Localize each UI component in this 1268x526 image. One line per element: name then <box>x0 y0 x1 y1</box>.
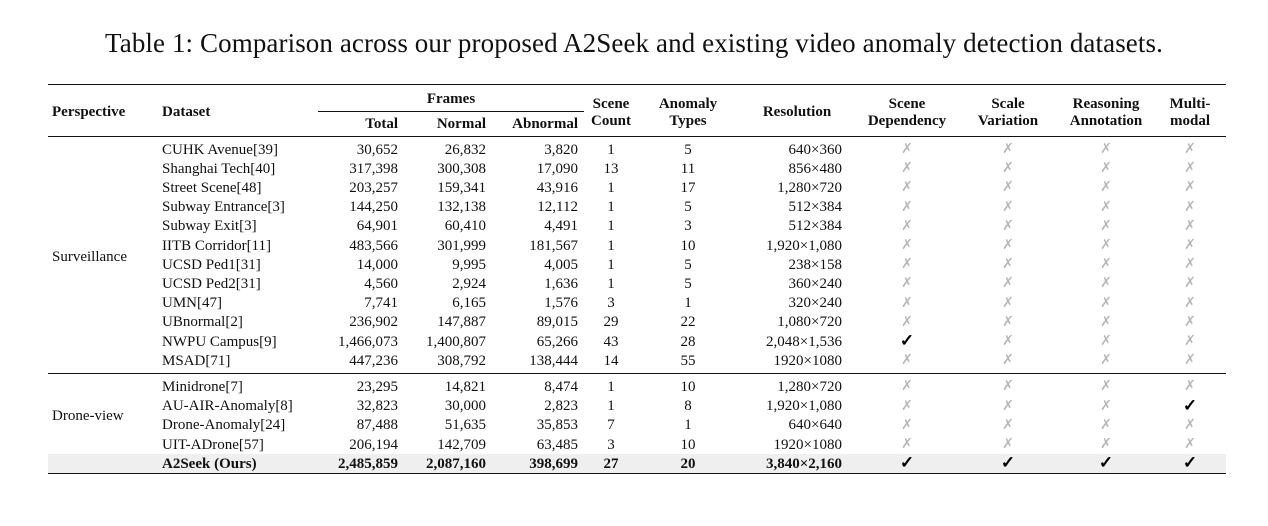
reasoning-annotation-cross-icon: ✗ <box>1100 199 1112 215</box>
normal-frames-cell: 1,400,807 <box>426 333 486 350</box>
resolution-cell: 360×240 <box>788 275 842 292</box>
dataset-name-cell: NWPU Campus[9] <box>162 333 277 350</box>
resolution-cell: 1,280×720 <box>777 378 842 395</box>
scene-dependency-cross-icon: ✗ <box>901 180 913 196</box>
scene-dependency-cell <box>856 137 958 160</box>
resolution-cell: 1,280×720 <box>777 179 842 196</box>
scene-dependency-cell <box>856 374 958 397</box>
scale-variation-cell <box>958 313 1058 332</box>
normal-frames-cell: 51,635 <box>444 417 486 434</box>
scene-dependency-cross-icon: ✗ <box>901 398 913 414</box>
multimodal-cell <box>1154 217 1226 236</box>
total-frames-cell: 1,466,073 <box>338 333 398 350</box>
abnormal-frames-cell: 63,485 <box>536 436 578 453</box>
header-normal: Normal <box>436 116 486 132</box>
scale-variation-cross-icon: ✗ <box>1002 180 1014 196</box>
anomaly-types-cell: 8 <box>684 398 692 415</box>
scene-count-cell: 1 <box>607 275 615 292</box>
normal-frames-cell: 6,165 <box>452 295 486 312</box>
scene-count-cell: 13 <box>603 160 619 177</box>
multimodal-cross-icon: ✗ <box>1184 142 1196 157</box>
scene-dependency-cross-icon: ✗ <box>901 161 913 177</box>
anomaly-types-cell: 5 <box>684 275 692 292</box>
scene-dependency-cell <box>856 416 958 435</box>
total-frames-cell: 203,257 <box>349 179 398 196</box>
reasoning-annotation-cross-icon: ✗ <box>1100 238 1112 254</box>
multimodal-cross-icon: ✗ <box>1184 379 1196 395</box>
abnormal-frames-cell: 138,444 <box>529 352 578 369</box>
dataset-name-cell: Subway Exit[3] <box>162 218 257 235</box>
total-frames-cell: 14,000 <box>356 256 398 273</box>
resolution-cell: 856×480 <box>788 160 842 177</box>
scene-count-cell: 1 <box>607 199 615 216</box>
reasoning-annotation-cell <box>1058 332 1154 351</box>
dataset-name-cell: Drone-Anomaly[24] <box>162 417 286 434</box>
scene-count-cell: 7 <box>607 417 615 434</box>
abnormal-frames-cell: 17,090 <box>536 160 578 177</box>
scale-variation-cell <box>958 454 1058 474</box>
scene-dependency-cell <box>856 332 958 351</box>
scene-dependency-cell <box>856 313 958 332</box>
resolution-cell: 512×384 <box>788 199 842 216</box>
abnormal-frames-cell: 43,916 <box>536 179 578 196</box>
reasoning-annotation-cross-icon: ✗ <box>1100 334 1112 350</box>
abnormal-frames-cell: 1,576 <box>544 295 578 312</box>
total-frames-cell: 317,398 <box>349 160 398 177</box>
scale-variation-cell <box>958 332 1058 351</box>
dataset-name-cell: UBnormal[2] <box>162 314 243 331</box>
scene-count-cell: 3 <box>607 436 615 453</box>
table-row <box>48 313 1226 332</box>
scene-dependency-cell <box>856 454 958 474</box>
scene-count-cell: 1 <box>607 398 615 415</box>
scene-dependency-cross-icon: ✗ <box>901 314 913 330</box>
scale-variation-cross-icon: ✗ <box>1002 199 1014 215</box>
scene-dependency-cell <box>856 274 958 293</box>
multimodal-cross-icon: ✗ <box>1184 199 1196 215</box>
dataset-name-cell: Minidrone[7] <box>162 378 243 395</box>
reasoning-annotation-cross-icon: ✗ <box>1100 314 1112 330</box>
multimodal-cross-icon: ✗ <box>1184 180 1196 196</box>
multimodal-cross-icon: ✗ <box>1184 353 1196 369</box>
abnormal-frames-cell: 4,005 <box>544 256 578 273</box>
abnormal-frames-cell: 3,820 <box>544 141 578 158</box>
scale-variation-cross-icon: ✗ <box>1002 437 1014 453</box>
total-frames-cell: 206,194 <box>349 436 398 453</box>
scale-variation-cell <box>958 178 1058 197</box>
header-scene-count: Scene Count <box>590 95 631 129</box>
multimodal-check-icon: ✓ <box>1182 453 1198 473</box>
normal-frames-cell: 26,832 <box>444 141 486 158</box>
abnormal-frames-cell: 89,015 <box>536 314 578 331</box>
anomaly-types-cell: 17 <box>680 179 696 196</box>
multimodal-cell <box>1154 178 1226 197</box>
scene-dependency-cell <box>856 198 958 217</box>
scale-variation-cross-icon: ✗ <box>1002 295 1014 311</box>
table-row <box>48 351 1226 374</box>
table-row <box>48 416 1226 435</box>
anomaly-types-cell: 1 <box>684 295 692 312</box>
dataset-name-cell: AU-AIR-Anomaly[8] <box>162 398 293 415</box>
multimodal-cell <box>1154 274 1226 293</box>
scene-dependency-cell <box>856 397 958 416</box>
reasoning-annotation-cross-icon: ✗ <box>1100 218 1112 234</box>
scale-variation-cell <box>958 255 1058 274</box>
total-frames-cell: 87,488 <box>356 417 398 434</box>
anomaly-types-cell: 5 <box>684 256 692 273</box>
resolution-cell: 1920×1080 <box>773 436 842 453</box>
header-reasoning-annotation: Reasoning Annotation <box>1069 95 1143 129</box>
total-frames-cell: 30,652 <box>356 141 398 158</box>
scene-dependency-cell <box>856 255 958 274</box>
multimodal-cell <box>1154 332 1226 351</box>
abnormal-frames-cell: 35,853 <box>536 417 578 434</box>
multimodal-cell <box>1154 137 1226 160</box>
reasoning-annotation-cell <box>1058 351 1154 374</box>
scene-dependency-cell <box>856 236 958 255</box>
scene-dependency-check-icon: ✓ <box>899 453 915 473</box>
reasoning-annotation-cross-icon: ✗ <box>1100 353 1112 369</box>
multimodal-cross-icon: ✗ <box>1184 314 1196 330</box>
group-label-surveillance: Surveillance <box>52 248 127 265</box>
total-frames-cell: 447,236 <box>349 352 398 369</box>
header-scene-dependency: Scene Dependency <box>867 95 947 129</box>
dataset-name-cell: UMN[47] <box>162 295 222 312</box>
scale-variation-cross-icon: ✗ <box>1002 334 1014 350</box>
reasoning-annotation-cross-icon: ✗ <box>1100 276 1112 292</box>
scene-count-cell: 1 <box>607 256 615 273</box>
scene-dependency-cross-icon: ✗ <box>901 379 913 395</box>
anomaly-types-cell: 20 <box>638 454 738 474</box>
scale-variation-cross-icon: ✗ <box>1002 276 1014 292</box>
scene-count-cell: 1 <box>607 218 615 235</box>
multimodal-cross-icon: ✗ <box>1184 161 1196 177</box>
table-row <box>48 332 1226 351</box>
scene-count-cell: 14 <box>603 352 619 369</box>
resolution-cell: 640×360 <box>788 141 842 158</box>
multimodal-cell <box>1154 198 1226 217</box>
multimodal-cross-icon: ✗ <box>1184 257 1196 273</box>
dataset-name-cell: IITB Corridor[11] <box>162 237 271 254</box>
dataset-name-cell: Shanghai Tech[40] <box>162 160 276 177</box>
group-label-drone-view: Drone-view <box>52 407 124 424</box>
reasoning-annotation-cell <box>1058 454 1154 474</box>
header-perspective: Perspective <box>52 104 126 120</box>
resolution-cell: 320×240 <box>788 295 842 312</box>
multimodal-cell <box>1154 159 1226 178</box>
header-frames: Frames <box>318 85 584 112</box>
resolution-cell: 1,080×720 <box>777 314 842 331</box>
reasoning-annotation-check-icon: ✓ <box>1098 453 1114 473</box>
table-row <box>48 137 1226 160</box>
scale-variation-cell <box>958 137 1058 160</box>
scene-count-cell: 27 <box>584 454 638 474</box>
normal-frames-cell: 2,924 <box>452 275 486 292</box>
scene-count-cell: 43 <box>603 333 619 350</box>
dataset-name-cell: UIT-ADrone[57] <box>162 436 264 453</box>
table-row <box>48 198 1226 217</box>
scale-variation-cross-icon: ✗ <box>1002 142 1014 157</box>
total-frames-cell: 23,295 <box>356 378 398 395</box>
anomaly-types-cell: 1 <box>684 417 692 434</box>
table-row-ours <box>48 454 1226 474</box>
scene-dependency-cross-icon: ✗ <box>901 199 913 215</box>
table-row <box>48 374 1226 397</box>
scene-dependency-cross-icon: ✗ <box>901 295 913 311</box>
reasoning-annotation-cell <box>1058 159 1154 178</box>
normal-frames-cell: 132,138 <box>437 199 486 216</box>
scene-count-cell: 1 <box>607 378 615 395</box>
scene-dependency-cross-icon: ✗ <box>901 353 913 369</box>
scene-dependency-cross-icon: ✗ <box>901 218 913 234</box>
table-row <box>48 159 1226 178</box>
table-row <box>48 236 1226 255</box>
table-row <box>48 178 1226 197</box>
abnormal-frames-cell: 12,112 <box>537 199 578 216</box>
reasoning-annotation-cell <box>1058 313 1154 332</box>
normal-frames-cell: 159,341 <box>437 179 486 196</box>
scene-dependency-cell <box>856 294 958 313</box>
reasoning-annotation-cell <box>1058 255 1154 274</box>
dataset-name-cell: UCSD Ped2[31] <box>162 275 261 292</box>
abnormal-frames-cell: 4,491 <box>544 218 578 235</box>
scene-dependency-cell <box>856 159 958 178</box>
normal-frames-cell: 2,087,160 <box>404 454 492 474</box>
anomaly-types-cell: 5 <box>684 199 692 216</box>
scene-dependency-check-icon: ✓ <box>899 331 915 351</box>
reasoning-annotation-cross-icon: ✗ <box>1100 379 1112 395</box>
scale-variation-cell <box>958 198 1058 217</box>
reasoning-annotation-cross-icon: ✗ <box>1100 398 1112 414</box>
table-caption: Table 1: Comparison across our proposed A2Seek and existing video anomaly detection datasets. <box>105 28 1163 58</box>
dataset-name-cell: CUHK Avenue[39] <box>162 141 278 158</box>
reasoning-annotation-cell <box>1058 217 1154 236</box>
anomaly-types-cell: 10 <box>680 237 696 254</box>
header-row-1 <box>48 85 1226 112</box>
reasoning-annotation-cell <box>1058 374 1154 397</box>
scale-variation-check-icon: ✓ <box>1000 453 1016 473</box>
scale-variation-cross-icon: ✗ <box>1002 218 1014 234</box>
header-total: Total <box>365 116 398 132</box>
total-frames-cell: 2,485,859 <box>318 454 404 474</box>
multimodal-cell <box>1154 435 1226 454</box>
scene-dependency-cell <box>856 351 958 374</box>
reasoning-annotation-cross-icon: ✗ <box>1100 180 1112 196</box>
resolution-cell: 2,048×1,536 <box>766 333 842 350</box>
reasoning-annotation-cell <box>1058 397 1154 416</box>
reasoning-annotation-cross-icon: ✗ <box>1100 142 1112 157</box>
total-frames-cell: 236,902 <box>349 314 398 331</box>
reasoning-annotation-cell <box>1058 416 1154 435</box>
reasoning-annotation-cell <box>1058 294 1154 313</box>
resolution-cell: 3,840×2,160 <box>738 454 856 474</box>
table-row <box>48 397 1226 416</box>
abnormal-frames-cell: 2,823 <box>544 398 578 415</box>
scale-variation-cross-icon: ✗ <box>1002 238 1014 254</box>
header-multimodal: Multi- modal <box>1169 95 1211 129</box>
scene-count-cell: 1 <box>607 179 615 196</box>
dataset-name-cell: UCSD Ped1[31] <box>162 256 261 273</box>
scale-variation-cross-icon: ✗ <box>1002 257 1014 273</box>
scale-variation-cross-icon: ✗ <box>1002 379 1014 395</box>
anomaly-types-cell: 55 <box>680 352 696 369</box>
scale-variation-cross-icon: ✗ <box>1002 417 1014 433</box>
reasoning-annotation-cell <box>1058 198 1154 217</box>
comparison-table <box>48 84 1226 474</box>
resolution-cell: 640×640 <box>788 417 842 434</box>
header-abnormal: Abnormal <box>512 116 578 132</box>
resolution-cell: 512×384 <box>788 218 842 235</box>
scale-variation-cell <box>958 159 1058 178</box>
multimodal-cell <box>1154 255 1226 274</box>
group-label-empty <box>48 454 158 474</box>
abnormal-frames-cell: 398,699 <box>492 454 584 474</box>
normal-frames-cell: 301,999 <box>437 237 486 254</box>
anomaly-types-cell: 3 <box>684 218 692 235</box>
multimodal-cross-icon: ✗ <box>1184 437 1196 453</box>
scene-count-cell: 3 <box>607 295 615 312</box>
header-scale-variation: Scale Variation <box>977 95 1039 129</box>
scene-dependency-cross-icon: ✗ <box>901 437 913 453</box>
comparison-table-wrapper <box>48 84 1226 474</box>
multimodal-cross-icon: ✗ <box>1184 238 1196 254</box>
scale-variation-cross-icon: ✗ <box>1002 398 1014 414</box>
reasoning-annotation-cross-icon: ✗ <box>1100 437 1112 453</box>
reasoning-annotation-cross-icon: ✗ <box>1100 161 1112 177</box>
abnormal-frames-cell: 181,567 <box>529 237 578 254</box>
multimodal-check-icon: ✓ <box>1182 395 1198 415</box>
reasoning-annotation-cross-icon: ✗ <box>1100 257 1112 273</box>
table-row <box>48 255 1226 274</box>
scene-count-cell: 29 <box>603 314 619 331</box>
table-row <box>48 294 1226 313</box>
resolution-cell: 1920×1080 <box>773 352 842 369</box>
multimodal-cell <box>1154 236 1226 255</box>
anomaly-types-cell: 5 <box>684 141 692 158</box>
scale-variation-cell <box>958 435 1058 454</box>
multimodal-cell <box>1154 294 1226 313</box>
multimodal-cross-icon: ✗ <box>1184 295 1196 311</box>
multimodal-cell <box>1154 313 1226 332</box>
table-row <box>48 274 1226 293</box>
reasoning-annotation-cell <box>1058 435 1154 454</box>
abnormal-frames-cell: 8,474 <box>544 378 578 395</box>
normal-frames-cell: 14,821 <box>444 378 486 395</box>
dataset-name-cell: Subway Entrance[3] <box>162 199 285 216</box>
reasoning-annotation-cell <box>1058 178 1154 197</box>
normal-frames-cell: 147,887 <box>437 314 486 331</box>
scale-variation-cell <box>958 397 1058 416</box>
header-anomaly-types: Anomaly Types <box>658 95 718 129</box>
multimodal-cross-icon: ✗ <box>1184 417 1196 433</box>
scene-dependency-cross-icon: ✗ <box>901 276 913 292</box>
anomaly-types-cell: 22 <box>680 314 696 331</box>
abnormal-frames-cell: 1,636 <box>544 275 578 292</box>
total-frames-cell: 144,250 <box>349 199 398 216</box>
scale-variation-cross-icon: ✗ <box>1002 314 1014 330</box>
header-dataset: Dataset <box>162 104 211 120</box>
multimodal-cell <box>1154 374 1226 397</box>
table-row <box>48 435 1226 454</box>
total-frames-cell: 7,741 <box>364 295 398 312</box>
multimodal-cell <box>1154 454 1226 474</box>
total-frames-cell: 64,901 <box>356 218 398 235</box>
table-body <box>48 137 1226 474</box>
scale-variation-cell <box>958 416 1058 435</box>
multimodal-cell <box>1154 351 1226 374</box>
scene-count-cell: 1 <box>607 237 615 254</box>
scale-variation-cell <box>958 294 1058 313</box>
dataset-name-cell: A2Seek (Ours) <box>158 454 318 474</box>
multimodal-cross-icon: ✗ <box>1184 218 1196 234</box>
abnormal-frames-cell: 65,266 <box>536 333 578 350</box>
total-frames-cell: 4,560 <box>364 275 398 292</box>
reasoning-annotation-cell <box>1058 137 1154 160</box>
table-row <box>48 217 1226 236</box>
reasoning-annotation-cross-icon: ✗ <box>1100 417 1112 433</box>
reasoning-annotation-cross-icon: ✗ <box>1100 295 1112 311</box>
dataset-name-cell: MSAD[71] <box>162 352 231 369</box>
dataset-name-cell: Street Scene[48] <box>162 179 262 196</box>
resolution-cell: 1,920×1,080 <box>766 237 842 254</box>
anomaly-types-cell: 28 <box>680 333 696 350</box>
header-resolution: Resolution <box>762 104 832 120</box>
normal-frames-cell: 30,000 <box>444 398 486 415</box>
scene-dependency-cross-icon: ✗ <box>901 142 913 157</box>
multimodal-cell <box>1154 416 1226 435</box>
scene-dependency-cell <box>856 435 958 454</box>
total-frames-cell: 483,566 <box>349 237 398 254</box>
multimodal-cross-icon: ✗ <box>1184 276 1196 292</box>
scene-dependency-cell <box>856 217 958 236</box>
resolution-cell: 1,920×1,080 <box>766 398 842 415</box>
normal-frames-cell: 300,308 <box>437 160 486 177</box>
multimodal-cell <box>1154 397 1226 416</box>
scale-variation-cross-icon: ✗ <box>1002 161 1014 177</box>
resolution-cell: 238×158 <box>788 256 842 273</box>
scene-count-cell: 1 <box>607 141 615 158</box>
anomaly-types-cell: 11 <box>680 160 696 177</box>
scale-variation-cross-icon: ✗ <box>1002 353 1014 369</box>
reasoning-annotation-cell <box>1058 274 1154 293</box>
scale-variation-cell <box>958 274 1058 293</box>
scene-dependency-cross-icon: ✗ <box>901 257 913 273</box>
multimodal-cross-icon: ✗ <box>1184 334 1196 350</box>
anomaly-types-cell: 10 <box>680 378 696 395</box>
normal-frames-cell: 308,792 <box>437 352 486 369</box>
normal-frames-cell: 60,410 <box>444 218 486 235</box>
scene-dependency-cross-icon: ✗ <box>901 417 913 433</box>
normal-frames-cell: 142,709 <box>437 436 486 453</box>
scale-variation-cell <box>958 236 1058 255</box>
reasoning-annotation-cell <box>1058 236 1154 255</box>
normal-frames-cell: 9,995 <box>452 256 486 273</box>
total-frames-cell: 32,823 <box>356 398 398 415</box>
scale-variation-cell <box>958 217 1058 236</box>
anomaly-types-cell: 10 <box>680 436 696 453</box>
scene-dependency-cross-icon: ✗ <box>901 238 913 254</box>
scene-dependency-cell <box>856 178 958 197</box>
scale-variation-cell <box>958 351 1058 374</box>
scale-variation-cell <box>958 374 1058 397</box>
